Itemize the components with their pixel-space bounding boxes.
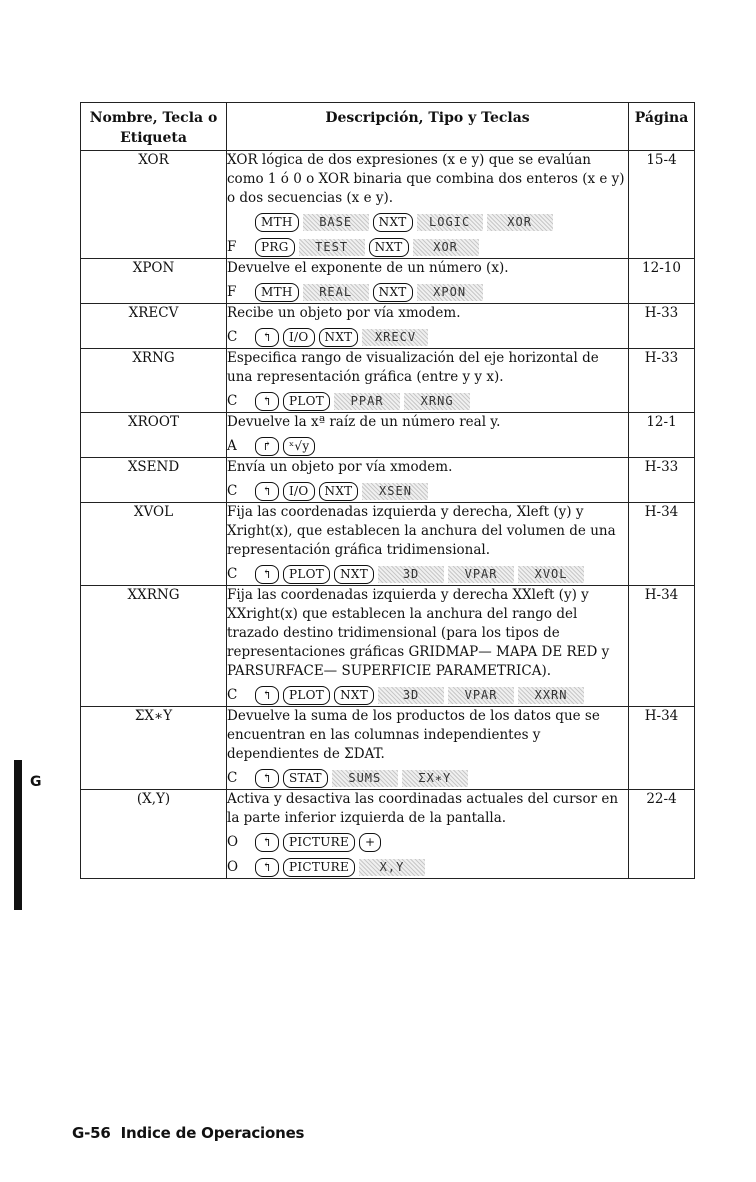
table-row	[81, 790, 695, 879]
operation-description: Devuelve la suma de los productos de los datos que se encuentran en las columnas independientes y dependientes de ΣDAT.	[227, 708, 600, 762]
operation-page: H-33	[629, 304, 695, 349]
keyboard-key: MTH	[255, 283, 299, 302]
operation-name: ΣX∗Y	[81, 707, 227, 790]
operation-description-cell	[227, 349, 629, 413]
keyboard-key: PLOT	[283, 565, 330, 584]
operation-type-flag: O	[227, 858, 239, 875]
header-name: Nombre, Tecla o Etiqueta	[81, 103, 227, 151]
keyboard-key: PICTURE	[283, 858, 355, 877]
operation-name: (X,Y)	[81, 790, 227, 879]
operations-table	[80, 102, 695, 879]
table-header-row	[81, 103, 695, 151]
operation-name: XXRNG	[81, 586, 227, 707]
table-row	[81, 458, 695, 503]
keyboard-key: NXT	[373, 213, 413, 232]
menu-softkey: ΣX∗Y	[402, 770, 468, 787]
key-sequence	[227, 236, 628, 258]
operation-page: H-33	[629, 349, 695, 413]
table-row	[81, 413, 695, 458]
menu-softkey: VPAR	[448, 687, 514, 704]
keyboard-key: PRG	[255, 238, 295, 257]
menu-softkey: VPAR	[448, 566, 514, 583]
operation-type-flag: C	[227, 482, 238, 499]
operation-description: Devuelve el exponente de un número (x).	[227, 260, 509, 276]
key-sequence	[227, 767, 628, 789]
operation-description: Activa y desactiva las coordinadas actuales del cursor en la parte inferior izquierda de la pantalla.	[227, 791, 619, 826]
operation-name: XOR	[81, 151, 227, 259]
key-sequence	[227, 831, 628, 853]
menu-softkey: XPON	[417, 284, 483, 301]
shift-key-icon: ↰	[255, 565, 279, 584]
table-row	[81, 586, 695, 707]
operation-description: Fija las coordenadas izquierda y derecha XXleft (y) y XXright(x) que establecen la anchura del rango del trazado destino tridimensional (para los tipos de representaciones gráficas GRIDMAP— MAPA DE RED y PARSURFACE— SUPERFICIE PARAMETRICA).	[227, 587, 610, 679]
operation-description-cell	[227, 458, 629, 503]
keyboard-key: NXT	[369, 238, 409, 257]
operation-page: 12-10	[629, 259, 695, 304]
operation-type-flag: C	[227, 328, 238, 345]
table-row	[81, 349, 695, 413]
key-sequence	[227, 435, 628, 457]
keyboard-key: NXT	[373, 283, 413, 302]
menu-softkey: REAL	[303, 284, 369, 301]
operation-page: H-33	[629, 458, 695, 503]
menu-softkey: LOGIC	[417, 214, 483, 231]
menu-softkey: XOR	[413, 239, 479, 256]
section-tab-letter: G	[30, 774, 42, 790]
table-row	[81, 707, 695, 790]
keyboard-key: NXT	[334, 686, 374, 705]
table-row	[81, 503, 695, 586]
keyboard-key: I/O	[283, 482, 315, 501]
keyboard-key: STAT	[283, 769, 328, 788]
header-page: Página	[629, 103, 695, 151]
keyboard-key: NXT	[319, 328, 359, 347]
operation-description-cell	[227, 586, 629, 707]
operation-type-flag: O	[227, 833, 239, 850]
operation-name: XRECV	[81, 304, 227, 349]
menu-softkey: TEST	[299, 239, 365, 256]
table-row	[81, 151, 695, 259]
keyboard-key: I/O	[283, 328, 315, 347]
operation-description: XOR lógica de dos expresiones (x e y) que se evalúan como 1 ó 0 o XOR binaria que combina dos enteros (x e y) o dos secuencias (x e y).	[227, 152, 625, 206]
operation-description-cell	[227, 304, 629, 349]
menu-softkey: XRNG	[404, 393, 470, 410]
keyboard-key: PLOT	[283, 392, 330, 411]
footer-title: Indice de Operaciones	[120, 1124, 305, 1142]
shift-key-icon: ↰	[255, 482, 279, 501]
shift-key-icon: ↰	[255, 328, 279, 347]
operation-page: H-34	[629, 503, 695, 586]
operation-type-flag: F	[227, 238, 237, 255]
operation-type-flag: C	[227, 392, 238, 409]
operation-description: Envía un objeto por vía xmodem.	[227, 459, 453, 475]
menu-softkey: XVOL	[518, 566, 584, 583]
shift-key-icon: ↰	[255, 769, 279, 788]
shift-key-icon: ↰	[255, 686, 279, 705]
page-footer	[72, 1124, 304, 1142]
menu-softkey: 3D	[378, 687, 444, 704]
operation-page: H-34	[629, 586, 695, 707]
menu-softkey: SUMS	[332, 770, 398, 787]
menu-softkey: BASE	[303, 214, 369, 231]
footer-page-id: G-56	[72, 1124, 111, 1142]
operation-name: XSEND	[81, 458, 227, 503]
key-sequence	[227, 326, 628, 348]
menu-softkey: XOR	[487, 214, 553, 231]
operation-description-cell	[227, 413, 629, 458]
operation-name: XVOL	[81, 503, 227, 586]
header-description: Descripción, Tipo y Teclas	[227, 103, 629, 151]
menu-softkey: XRECV	[362, 329, 428, 346]
key-sequence	[227, 390, 628, 412]
operation-page: H-34	[629, 707, 695, 790]
operation-type-flag: C	[227, 769, 238, 786]
operation-page: 22-4	[629, 790, 695, 879]
shift-key-icon: ↰	[255, 833, 279, 852]
operation-description: Devuelve la xª raíz de un número real y.	[227, 414, 501, 430]
menu-softkey: XSEN	[362, 483, 428, 500]
keyboard-key: ˣ√y	[283, 437, 315, 456]
keyboard-key: +	[359, 833, 381, 852]
keyboard-key: PICTURE	[283, 833, 355, 852]
operation-description-cell	[227, 503, 629, 586]
operation-description: Especifica rango de visualización del eje horizontal de una representación gráfica (entre y y x).	[227, 350, 599, 385]
shift-key-icon: ↰	[255, 858, 279, 877]
operation-description-cell	[227, 707, 629, 790]
operation-description: Fija las coordenadas izquierda y derecha, Xleft (y) y Xright(x), que establecen la anchura del volumen de una representación gráfica tridimensional.	[227, 504, 616, 558]
table-body	[81, 151, 695, 879]
key-sequence	[227, 684, 628, 706]
table-row	[81, 304, 695, 349]
operation-description-cell	[227, 151, 629, 259]
menu-softkey: XXRN	[518, 687, 584, 704]
operation-name: XRNG	[81, 349, 227, 413]
menu-softkey: PPAR	[334, 393, 400, 410]
operation-type-flag: C	[227, 686, 238, 703]
keyboard-key: NXT	[334, 565, 374, 584]
section-tab-bar	[14, 760, 22, 910]
operation-name: XPON	[81, 259, 227, 304]
key-sequence	[227, 211, 628, 233]
keyboard-key: NXT	[319, 482, 359, 501]
keyboard-key: PLOT	[283, 686, 330, 705]
menu-softkey: 3D	[378, 566, 444, 583]
operation-description: Recibe un objeto por vía xmodem.	[227, 305, 461, 321]
menu-softkey: X,Y	[359, 859, 425, 876]
key-sequence	[227, 480, 628, 502]
shift-key-icon: ↱	[255, 437, 279, 456]
operation-type-flag: F	[227, 283, 237, 300]
table-row	[81, 259, 695, 304]
operation-description-cell	[227, 259, 629, 304]
key-sequence	[227, 856, 628, 878]
key-sequence	[227, 563, 628, 585]
keyboard-key: MTH	[255, 213, 299, 232]
operation-page: 15-4	[629, 151, 695, 259]
operation-type-flag: C	[227, 565, 238, 582]
operation-description-cell	[227, 790, 629, 879]
operation-page: 12-1	[629, 413, 695, 458]
key-sequence	[227, 281, 628, 303]
operation-type-flag: A	[227, 437, 237, 454]
shift-key-icon: ↰	[255, 392, 279, 411]
operation-name: XROOT	[81, 413, 227, 458]
